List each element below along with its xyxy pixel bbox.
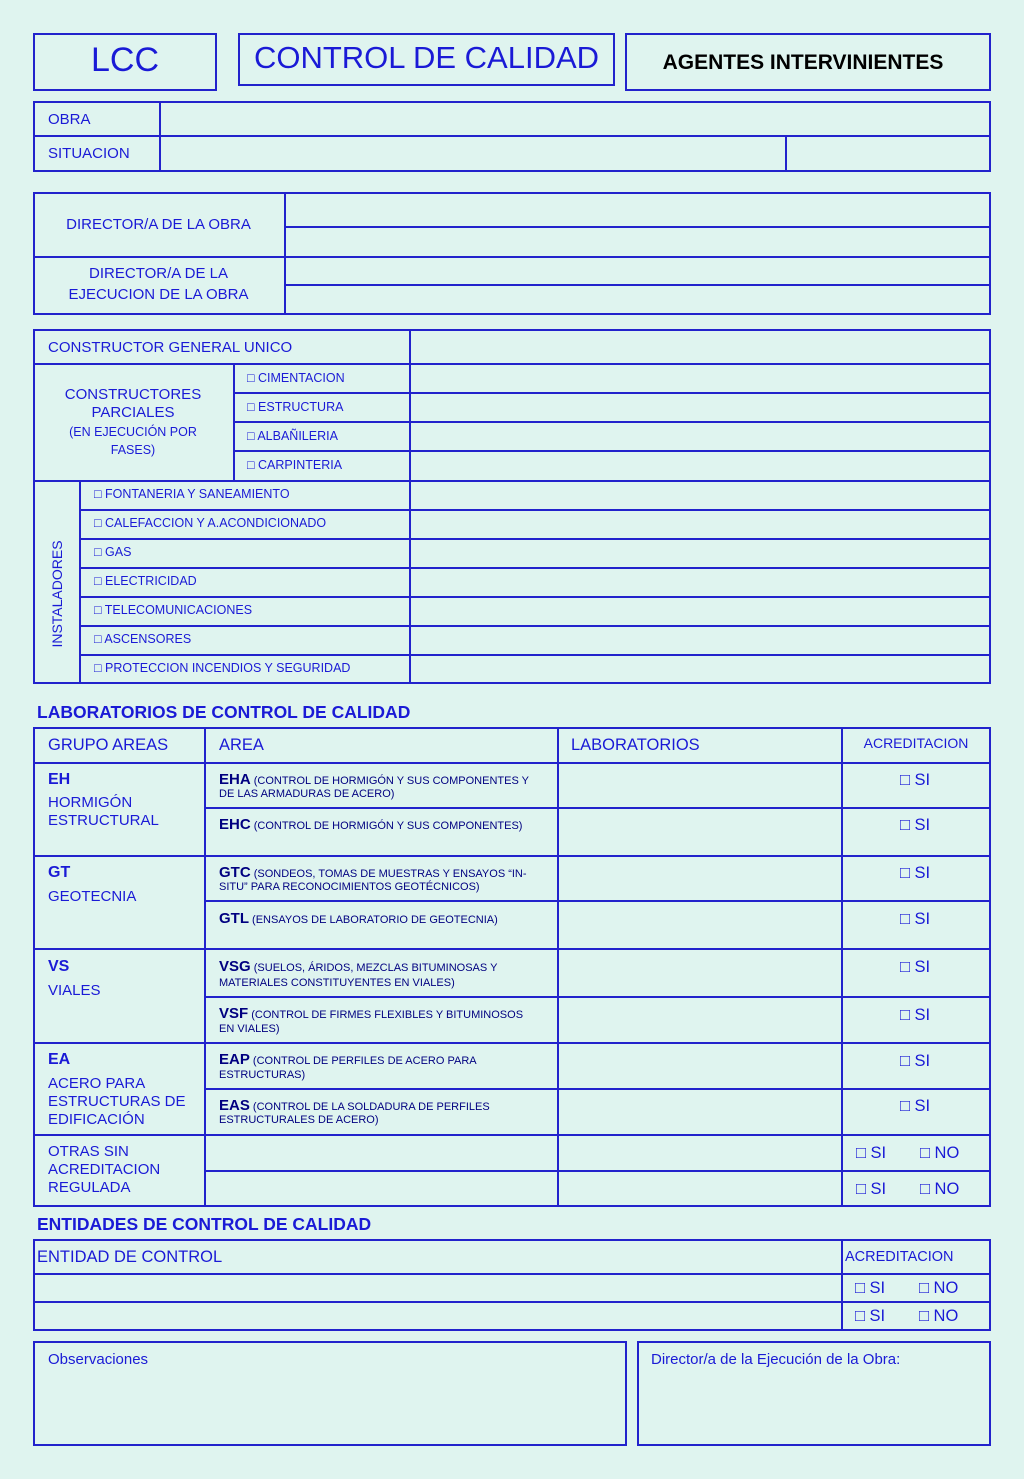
group-name-ea-l3: EDIFICACIÓN [48, 1111, 145, 1128]
group-name-vs-l1: VIALES [48, 982, 101, 999]
divider [33, 480, 991, 482]
instalador-ascensores[interactable]: □ ASCENSORES [94, 632, 192, 646]
lab-field-vsg[interactable] [559, 950, 840, 995]
phase-checkbox-estructura[interactable]: □ ESTRUCTURA [247, 400, 344, 414]
lcc-logo: LCC [90, 41, 160, 79]
instalador-electricidad[interactable]: □ ELECTRICIDAD [94, 574, 197, 588]
divider [233, 450, 991, 452]
group-code-eh: EH [48, 771, 71, 788]
otras-label-l2: ACREDITACION [48, 1161, 161, 1178]
otras-no-1[interactable]: □ NO [920, 1144, 960, 1162]
group-name-ea-l2: ESTRUCTURAS DE [48, 1093, 186, 1110]
director-obra-field-1[interactable] [286, 194, 989, 225]
col-entidad-acreditacion: ACREDITACION [845, 1249, 954, 1265]
director-obra-field-2[interactable] [286, 228, 989, 255]
area-eha-desc-l2: DE LAS ARMADURAS DE ACERO) [219, 788, 395, 800]
area-vsf: VSF (CONTROL DE FIRMES FLEXIBLES Y BITUMINOSOS [219, 1005, 524, 1022]
obra-field[interactable] [161, 103, 989, 134]
area-eha: EHA (CONTROL DE HORMIGÓN Y SUS COMPONENTES Y [219, 771, 529, 788]
otras-area-field-2[interactable] [206, 1172, 556, 1205]
instaladores-label: INSTALADORES [49, 540, 65, 648]
divider [79, 625, 991, 627]
area-eas-desc-l2: ESTRUCTURALES DE ACERO) [219, 1114, 379, 1126]
otras-lab-field-2[interactable] [559, 1172, 840, 1205]
divider [79, 509, 991, 511]
situacion-extra-field[interactable] [787, 137, 989, 170]
area-ehc: EHC (CONTROL DE HORMIGÓN Y SUS COMPONENTES) [219, 816, 523, 833]
page-subtitle: AGENTES INTERVINIENTES [662, 51, 944, 74]
entidad-field-2[interactable] [35, 1303, 840, 1329]
otras-si-2[interactable]: □ SI [856, 1180, 887, 1198]
col-laboratorios: LABORATORIOS [571, 736, 700, 754]
area-eap-desc-l2: ESTRUCTURAS) [219, 1069, 306, 1081]
situacion-label: SITUACION [48, 145, 130, 162]
group-name-eh-l2: ESTRUCTURAL [48, 812, 159, 829]
entidad-no-1[interactable]: □ NO [919, 1279, 959, 1297]
lab-field-ehc[interactable] [559, 809, 840, 854]
divider [79, 654, 991, 656]
entidad-si-2[interactable]: □ SI [855, 1307, 886, 1325]
area-vsf-desc-l2: EN VIALES) [219, 1023, 280, 1035]
entidad-no-2[interactable]: □ NO [919, 1307, 959, 1325]
entities-section-title: ENTIDADES DE CONTROL DE CALIDAD [37, 1214, 372, 1234]
area-vsg: VSG (SUELOS, ÁRIDOS, MEZCLAS BITUMINOSAS Y [219, 958, 498, 975]
acred-si-vsf[interactable]: □ SI [900, 1006, 931, 1024]
area-gtc: GTC (SONDEOS, TOMAS DE MUESTRAS Y ENSAYOS “IN- [219, 864, 527, 881]
situacion-field[interactable] [161, 137, 784, 170]
divider [33, 1042, 991, 1044]
observaciones-label: Observaciones [48, 1351, 149, 1368]
page-title: CONTROL DE CALIDAD [253, 40, 600, 75]
labs-section-title: LABORATORIOS DE CONTROL DE CALIDAD [37, 702, 411, 722]
divider [79, 538, 991, 540]
entidad-si-1[interactable]: □ SI [855, 1279, 886, 1297]
acred-si-eas[interactable]: □ SI [900, 1097, 931, 1115]
lab-field-vsf[interactable] [559, 998, 840, 1041]
constructors-table [33, 329, 991, 684]
phase-checkbox-cimentacion[interactable]: □ CIMENTACION [247, 371, 345, 385]
otras-area-field-1[interactable] [206, 1136, 556, 1169]
constructor-general-field[interactable] [411, 331, 989, 362]
director-ejecucion-label-l1: DIRECTOR/A DE LA [89, 265, 228, 282]
divider [79, 596, 991, 598]
acred-si-eha[interactable]: □ SI [900, 771, 931, 789]
phase-checkbox-carpinteria[interactable]: □ CARPINTERIA [247, 458, 343, 472]
divider [33, 363, 991, 365]
area-vsg-desc-l2: MATERIALES CONSTITUYENTES EN VIALES) [219, 977, 455, 989]
group-name-ea-l1: ACERO PARA [48, 1075, 146, 1092]
lab-field-gtl[interactable] [559, 902, 840, 947]
constructor-general-label: CONSTRUCTOR GENERAL UNICO [48, 339, 293, 356]
instalador-proteccion[interactable]: □ PROTECCION INCENDIOS Y SEGURIDAD [94, 661, 351, 675]
area-eap: EAP (CONTROL DE PERFILES DE ACERO PARA [219, 1051, 477, 1068]
obra-label: OBRA [48, 111, 91, 128]
instalador-fontaneria[interactable]: □ FONTANERIA Y SANEAMIENTO [94, 487, 290, 501]
divider [33, 855, 991, 857]
group-name-gt-l1: GEOTECNIA [48, 888, 137, 905]
instalador-telecomunicaciones[interactable]: □ TELECOMUNICACIONES [94, 603, 253, 617]
phase-checkbox-albanileria[interactable]: □ ALBAÑILERIA [247, 429, 338, 443]
area-eas: EAS (CONTROL DE LA SOLDADURA DE PERFILES [219, 1097, 490, 1114]
group-name-eh-l1: HORMIGÓN [48, 794, 133, 811]
otras-no-2[interactable]: □ NO [920, 1180, 960, 1198]
group-code-ea: EA [48, 1051, 71, 1068]
divider [841, 1239, 843, 1331]
otras-label-l3: REGULADA [48, 1179, 131, 1196]
parciales-label-l2: PARCIALES [91, 404, 175, 421]
otras-label-l1: OTRAS SIN [48, 1143, 129, 1160]
parciales-label-l4: FASES) [110, 443, 156, 457]
parciales-label-l1: CONSTRUCTORES [64, 386, 202, 403]
area-gtc-desc-l2: SITU” PARA RECONOCIMIENTOS GEOTÉCNICOS) [219, 881, 480, 893]
acred-si-vsg[interactable]: □ SI [900, 958, 931, 976]
acred-si-ehc[interactable]: □ SI [900, 816, 931, 834]
director-ejecucion-label-l2: EJECUCION DE LA OBRA [68, 286, 249, 303]
group-code-gt: GT [48, 864, 71, 881]
instalador-gas[interactable]: □ GAS [94, 545, 132, 559]
acred-si-gtc[interactable]: □ SI [900, 864, 931, 882]
col-acreditacion: ACREDITACION [863, 735, 969, 751]
area-gtl: GTL (ENSAYOS DE LABORATORIO DE GEOTECNIA) [219, 910, 498, 927]
col-entidad: ENTIDAD DE CONTROL [37, 1248, 223, 1266]
lab-field-eha[interactable] [559, 764, 840, 806]
acred-si-eap[interactable]: □ SI [900, 1052, 931, 1070]
director-obra-label: DIRECTOR/A DE LA OBRA [66, 216, 251, 233]
director-sign-label: Director/a de la Ejecución de la Obra: [651, 1351, 901, 1368]
lab-field-eap[interactable] [559, 1044, 840, 1087]
col-grupo-areas: GRUPO AREAS [48, 736, 169, 754]
divider [33, 948, 991, 950]
parciales-label-l3: (EN EJECUCIÓN POR [69, 425, 197, 439]
entidad-field-1[interactable] [35, 1275, 840, 1300]
acred-si-gtl[interactable]: □ SI [900, 910, 931, 928]
divider [409, 329, 411, 684]
lab-field-gtc[interactable] [559, 857, 840, 899]
lab-field-eas[interactable] [559, 1090, 840, 1133]
director-ejecucion-field-1[interactable] [286, 258, 989, 283]
otras-lab-field-1[interactable] [559, 1136, 840, 1169]
divider [233, 392, 991, 394]
col-area: AREA [219, 736, 264, 754]
director-ejecucion-field-2[interactable] [286, 286, 989, 313]
divider [79, 567, 991, 569]
divider [33, 762, 991, 764]
divider [233, 421, 991, 423]
otras-si-1[interactable]: □ SI [856, 1144, 887, 1162]
instalador-calefaccion[interactable]: □ CALEFACCION Y A.ACONDICIONADO [94, 516, 327, 530]
group-code-vs: VS [48, 958, 70, 975]
